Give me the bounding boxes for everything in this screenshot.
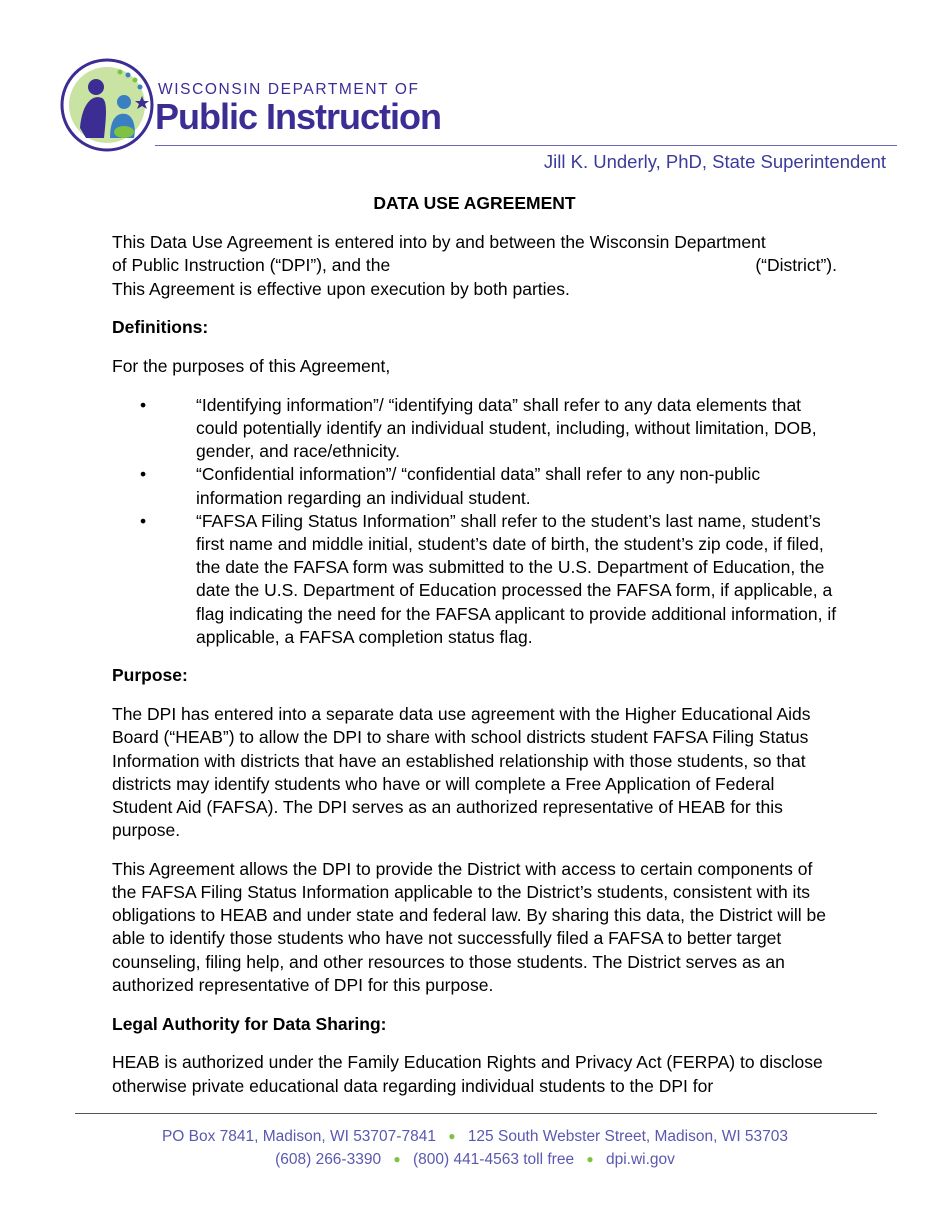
definition-text: “Identifying information”/ “identifying data” shall refer to any data elements that could potentially identify an individual student, including, without limitation, DOB, gender, and race/ethnicity. (196, 394, 817, 462)
intro-line-1-text: This Data Use Agreement is entered into by and between the Wisconsin Department (112, 232, 766, 253)
footer-website-link[interactable]: dpi.wi.gov (605, 1151, 675, 1168)
footer-separator-icon: ● (586, 1152, 594, 1166)
intro-paragraph (112, 231, 837, 301)
legal-authority-paragraph: HEAB is authorized under the Family Education Rights and Privacy Act (FERPA) to disclose otherwise private educational data regarding individual students to the DPI for (112, 1052, 823, 1096)
footer-contact-line (0, 1151, 950, 1169)
footer-separator-icon: ● (393, 1152, 401, 1166)
bullet-icon: • (140, 464, 147, 485)
org-name-line1: WISCONSIN DEPARTMENT OF (158, 81, 420, 98)
intro-line-1 (112, 231, 837, 254)
bullet-icon: • (140, 510, 147, 531)
org-name-line2: Public Instruction (155, 96, 442, 137)
definition-item (112, 394, 837, 464)
footer-po-box: PO Box 7841, Madison, WI 53707-7841 (161, 1128, 436, 1145)
definitions-heading: Definitions: (112, 317, 209, 338)
footer-phone: (608) 266-3390 (275, 1151, 382, 1168)
definition-item (112, 463, 837, 509)
intro-line-3 (112, 278, 837, 301)
purpose-paragraph-2: This Agreement allows the DPI to provide the District with access to certain components of the FAFSA Filing Status Information applicable to the District’s students, consistent with its obligations to HEAB and under state and federal law. By sharing this data, the District will be able to identify those students who have not successfully filed a FAFSA to better target counseling, filing help, and other resources to those students. The District serves as an authorized representative of DPI for this purpose. (112, 858, 827, 995)
dpi-logo-icon (60, 58, 155, 153)
footer-street-address: 125 South Webster Street, Madison, WI 53703 (467, 1128, 789, 1145)
intro-line-2-right: (“District”). (755, 255, 837, 276)
definition-item (112, 510, 837, 649)
footer-divider (75, 1113, 877, 1114)
purpose-paragraph-1: The DPI has entered into a separate data use agreement with the Higher Educational Aids Board (“HEAB”) to allow the DPI to share with school districts student FAFSA Filing Status Information with districts that have an established relationship with those students, so that districts may identify students who have or will complete a Free Application of Federal Student Aid (FAFSA). The DPI serves as an authorized representative of HEAB for this purpose. (112, 704, 811, 841)
definitions-list (112, 394, 837, 649)
document-body (112, 192, 837, 1113)
intro-line-2-left: of Public Instruction (“DPI”), and the (112, 255, 391, 276)
intro-line-3-text: This Agreement is effective upon execution by both parties. (112, 278, 570, 299)
header-divider (155, 145, 897, 146)
definitions-lead: For the purposes of this Agreement, (112, 356, 391, 377)
definition-text: “Confidential information”/ “confidential data” shall refer to any non-public information regarding an individual student. (196, 464, 761, 508)
footer-separator-icon: ● (448, 1129, 456, 1143)
intro-line-2 (112, 254, 837, 277)
definition-text: “FAFSA Filing Status Information” shall refer to the student’s last name, student’s first name and middle initial, student’s date of birth, the student’s zip code, if filed, the date the FAFSA form was submitted to the U.S. Department of Education, the date the U.S. Department of Education processed the FAFSA form, if applicable, a flag indicating the need for the FAFSA applicant to provide additional information, if applicable, a FAFSA completion status flag. (196, 510, 837, 647)
superintendent-name: Jill K. Underly, PhD, State Superintendent (543, 151, 886, 172)
bullet-icon: • (140, 394, 147, 415)
purpose-heading: Purpose: (112, 665, 188, 686)
footer-toll-free: (800) 441-4563 toll free (412, 1151, 575, 1168)
footer-address-line (0, 1128, 950, 1146)
legal-authority-heading: Legal Authority for Data Sharing: (112, 1013, 387, 1034)
document-title: DATA USE AGREEMENT (373, 193, 576, 213)
